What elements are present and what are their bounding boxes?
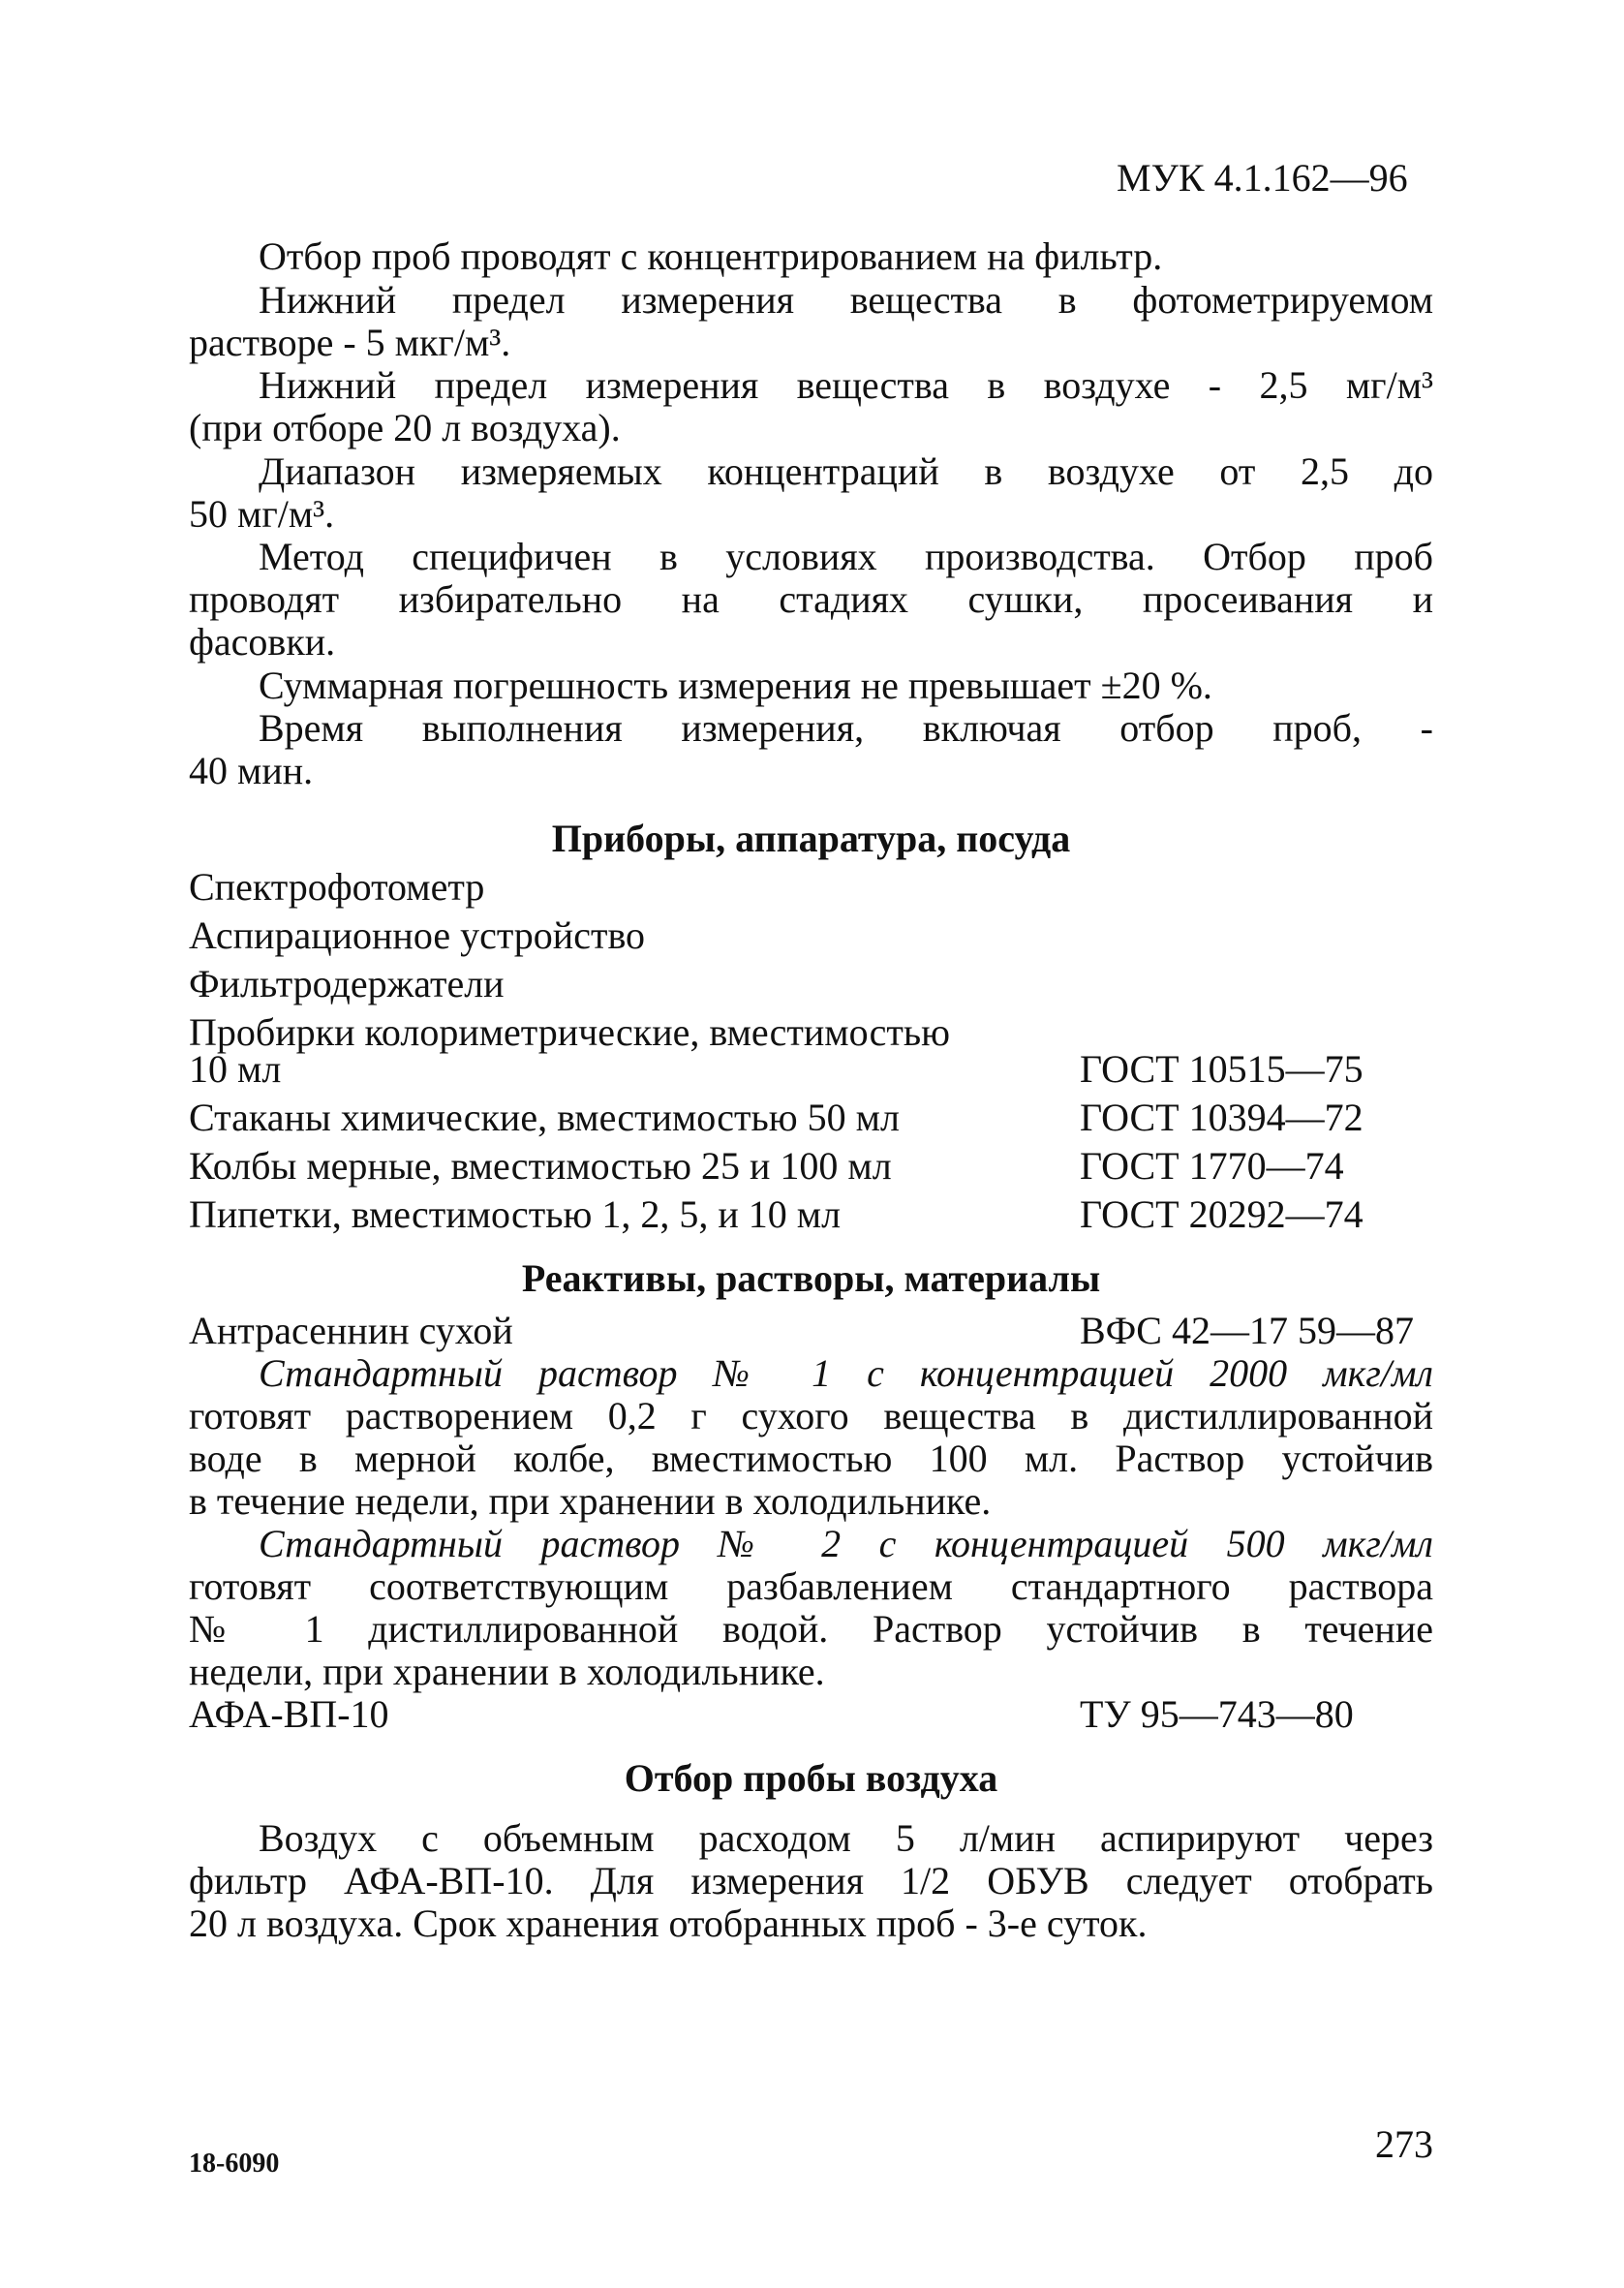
equipment-standard: ГОСТ 10515—75	[1080, 1047, 1364, 1091]
equipment-item: Пробирки колориметрические, вместимостью	[189, 1010, 950, 1054]
doc-code-header: МУК 4.1.162—96	[1117, 156, 1408, 200]
text-line: готовят соответствующим разбавлением стандартного раствора	[189, 1564, 1433, 1608]
equipment-item: Аспирационное устройство	[189, 913, 646, 957]
standard-solution-2	[189, 1523, 1433, 1693]
text-line: № 1 дистиллированной водой. Раствор устойчив в течение	[189, 1607, 1433, 1651]
reagent-item: АФА-ВП-10	[189, 1692, 389, 1736]
section-heading-reagents: Реактивы, растворы, материалы	[521, 1256, 1101, 1300]
text-line: Нижний предел измерения вещества в воздухе - 2,5 мг/м³	[259, 363, 1433, 407]
text-line: Метод специфичен в условиях производства. Отбор проб	[259, 535, 1433, 578]
equipment-item: Пипетки, вместимостью 1, 2, 5, и 10 мл	[189, 1192, 842, 1236]
standard-solution-1	[189, 1352, 1433, 1523]
text-line: проводят избирательно на стадиях сушки, просеивания и	[189, 577, 1433, 621]
intro-paragraph-3	[189, 364, 1433, 449]
equipment-standard: ГОСТ 1770—74	[1080, 1144, 1344, 1188]
text-line: 20 л воздуха. Срок хранения отобранных проб - 3-е суток.	[189, 1902, 1148, 1945]
text-line: недели, при хранении в холодильнике.	[189, 1650, 825, 1693]
text-line: Воздух с объемным расходом 5 л/мин аспирируют через	[259, 1816, 1433, 1860]
equipment-standard: ГОСТ 20292—74	[1080, 1192, 1364, 1236]
text-line: 40 мин.	[189, 749, 314, 792]
text-line: (при отборе 20 л воздуха).	[189, 406, 621, 449]
intro-paragraph-1	[189, 235, 1433, 278]
text-line: 50 мг/м³.	[189, 492, 335, 536]
section-heading-sampling: Отбор пробы воздуха	[624, 1756, 998, 1800]
sampling-paragraph	[189, 1817, 1433, 1945]
text-line: растворе - 5 мкг/м³.	[189, 321, 511, 364]
intro-paragraph-5	[189, 536, 1433, 664]
section-heading-equipment: Приборы, аппаратура, посуда	[551, 817, 1071, 860]
text-line: Диапазон измеряемых концентраций в воздухе от 2,5 до	[259, 449, 1433, 493]
text-line: фасовки.	[189, 620, 336, 664]
intro-paragraph-6	[189, 665, 1433, 707]
reagent-standard: ВФС 42—17 59—87	[1080, 1309, 1414, 1352]
text-line: Отбор проб проводят с концентрированием на фильтр.	[259, 234, 1163, 278]
equipment-item: Колбы мерные, вместимостью 25 и 100 мл	[189, 1144, 892, 1188]
equipment-item-continuation: 10 мл	[189, 1047, 282, 1091]
equipment-item: Стаканы химические, вместимостью 50 мл	[189, 1096, 900, 1139]
text-line: в течение недели, при хранении в холодильнике.	[189, 1479, 992, 1523]
solution-title: Стандартный раствор № 2 с концентрацией 500 мкг/мл	[259, 1522, 1433, 1565]
equipment-standard: ГОСТ 10394—72	[1080, 1096, 1364, 1139]
equipment-item: Фильтродержатели	[189, 962, 505, 1005]
page-number: 273	[1375, 2122, 1433, 2166]
text-line: Время выполнения измерения, включая отбор проб, -	[259, 706, 1433, 750]
intro-paragraph-4	[189, 450, 1433, 536]
intro-paragraph-2	[189, 279, 1433, 364]
print-code: 18-6090	[189, 2149, 280, 2179]
text-line: фильтр АФА-ВП-10. Для измерения 1/2 ОБУВ следует отобрать	[189, 1859, 1433, 1902]
text-line: Нижний предел измерения вещества в фотометрируемом	[259, 278, 1433, 322]
text-line: Суммарная погрешность измерения не превышает ±20 %.	[259, 664, 1212, 707]
reagent-standard: ТУ 95—743—80	[1080, 1692, 1354, 1736]
text-line: готовят растворением 0,2 г сухого вещества в дистиллированной	[189, 1394, 1433, 1438]
reagent-item: Антрасеннин сухой	[189, 1309, 513, 1352]
equipment-item: Спектрофотометр	[189, 865, 485, 909]
intro-paragraph-7	[189, 707, 1433, 792]
solution-title: Стандартный раствор № 1 с концентрацией 2000 мкг/мл	[259, 1351, 1433, 1395]
text-line: воде в мерной колбе, вместимостью 100 мл. Раствор устойчив	[189, 1437, 1433, 1480]
